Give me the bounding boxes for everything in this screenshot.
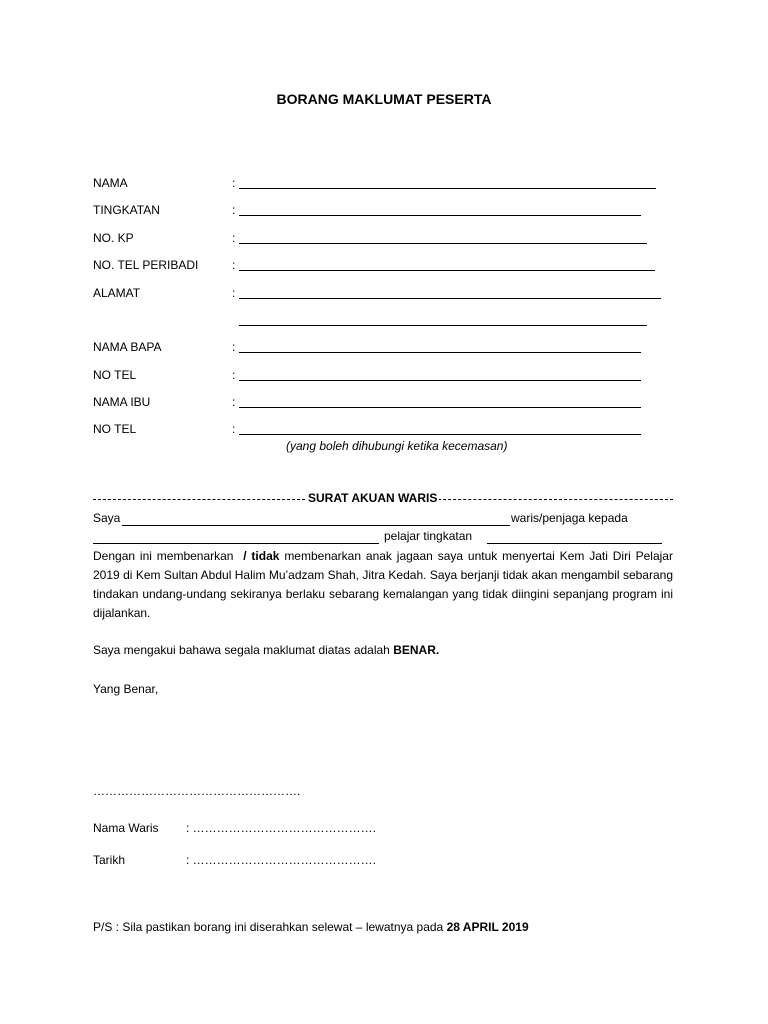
declaration-divider: [93, 491, 673, 507]
closing-text: Yang Benar,: [93, 682, 159, 696]
field-colon: :: [232, 286, 236, 300]
field-colon: :: [232, 368, 236, 382]
saya-label: Saya: [93, 511, 121, 525]
field-colon: :: [232, 203, 236, 217]
field-colon: :: [232, 258, 236, 272]
field-colon: :: [232, 340, 236, 354]
field-nama-bapa: [93, 340, 673, 356]
tarikh-input[interactable]: : ……………………………………….: [186, 853, 377, 867]
field-no-tel-peribadi: [93, 258, 673, 274]
field-nama-input-line[interactable]: [239, 188, 656, 189]
field-tingkatan-input-line[interactable]: [239, 215, 641, 216]
field-colon: :: [232, 395, 236, 409]
footer-note: [93, 920, 529, 934]
field-no-kp: [93, 231, 673, 247]
field-label: NAMA IBU: [93, 395, 151, 409]
field-no-tel-ibu: [93, 422, 673, 438]
field-no-tel-peribadi-input-line[interactable]: [239, 270, 655, 271]
field-alamat: [93, 286, 673, 302]
nama-waris-input[interactable]: : ……………………………………….: [186, 821, 377, 835]
para-start: Dengan ini membenarkan: [93, 549, 234, 563]
saya-input-line[interactable]: [122, 525, 510, 526]
field-alamat-input-line[interactable]: [239, 298, 661, 299]
divider-dash-right: [438, 499, 673, 500]
waris-label: waris/penjaga kepada: [511, 511, 628, 525]
field-no-tel-ibu-input-line[interactable]: [239, 434, 641, 435]
field-colon: :: [232, 422, 236, 436]
field-label: NO TEL: [93, 368, 137, 382]
field-nama: [93, 176, 673, 192]
para-mid: membenarkan: [284, 549, 362, 563]
footer-prefix: P/S : Sila pastikan borang ini diserahkan selewat – lewatnya pada: [93, 920, 444, 934]
field-nama-ibu-input-line[interactable]: [239, 407, 641, 408]
tarikh-label: Tarikh: [93, 853, 126, 867]
nama-waris-label: Nama Waris: [93, 821, 159, 835]
divider-dash-left: [93, 499, 305, 500]
form-title: BORANG MAKLUMAT PESERTA: [276, 91, 492, 107]
field-label: NO. TEL PERIBADI: [93, 258, 199, 272]
confirm-statement: [93, 643, 439, 657]
confirm-bold: BENAR.: [393, 643, 440, 657]
field-colon: :: [232, 176, 236, 190]
field-label: NO TEL: [93, 422, 137, 436]
pelajar-label: pelajar tingkatan: [384, 529, 473, 543]
field-nama-ibu: [93, 395, 673, 411]
field-label: ALAMAT: [93, 286, 141, 300]
field-no-tel-bapa-input-line[interactable]: [239, 380, 641, 381]
field-label: NO. KP: [93, 231, 134, 245]
field-colon: :: [232, 231, 236, 245]
field-no-tel-bapa: [93, 368, 673, 384]
field-tingkatan: [93, 203, 673, 219]
field-no-kp-input-line[interactable]: [239, 243, 647, 244]
signature-line[interactable]: …………………………………………….: [93, 784, 301, 798]
contact-note: (yang boleh dihubungi ketika kecemasan): [286, 439, 508, 453]
pelajar-name-input-line[interactable]: [93, 543, 379, 544]
field-label: NAMA: [93, 176, 128, 190]
footer-date: 28 APRIL 2019: [446, 920, 529, 934]
para-separator: / tidak: [243, 549, 280, 563]
para-rest: anak jagaan saya untuk menyertai Kem Jati Diri Pelajar 2019 di Kem Sultan Abdul Halim Mu’adzam Shah, Jitra Kedah. Saya berjanji tidak akan mengambil sebarang tindakan undang-undang sekiranya berlaku sebarang kemalangan yang tidak diingini sepanjang program ini dijalankan.: [93, 549, 673, 620]
field-alamat-input-line-2[interactable]: [239, 325, 647, 326]
declaration-heading: SURAT AKUAN WARIS: [308, 491, 438, 505]
declaration-paragraph: [93, 547, 673, 623]
field-label: TINGKATAN: [93, 203, 160, 217]
field-label: NAMA BAPA: [93, 340, 162, 354]
tingkatan-input-line[interactable]: [487, 543, 662, 544]
field-nama-bapa-input-line[interactable]: [239, 352, 641, 353]
confirm-text: Saya mengakui bahawa segala maklumat diatas adalah: [93, 643, 390, 657]
